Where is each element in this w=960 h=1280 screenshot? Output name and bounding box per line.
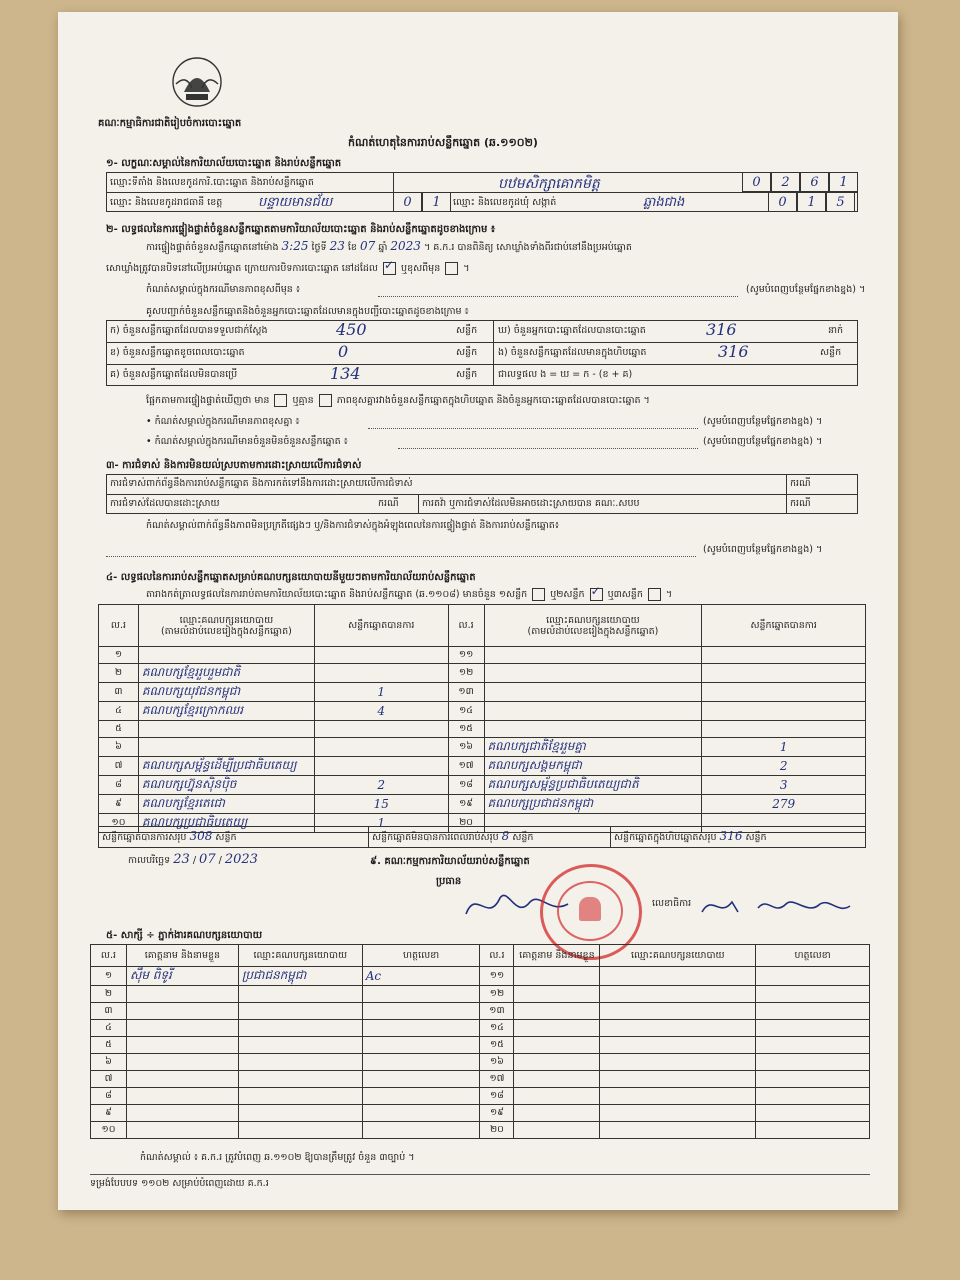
vote-count xyxy=(314,738,448,757)
verification-time-text: ការផ្ទៀងផ្ទាត់ចំនួនសន្លឹកឆ្នោតនៅម៉ោង 3:25 ថ្ងៃទី 23 ខែ 07 ឆ្នាំ 2023 ។ គ.ក.រ បានពិនិត្យ សោឃ្លាំងទាំងពីរជាប់នៅនឹងប្រអប់ឆ្នោត xyxy=(146,239,632,253)
witness-signature xyxy=(756,1071,870,1088)
party-name xyxy=(484,647,702,664)
irregularities-note: កំណត់សម្គាល់ពាក់ព័ន្ធនឹងភាពមិនប្រក្រតីផ្សេងៗ ឬ/និងការជំទាស់ក្នុងអំឡុងពេលនៃការផ្ទៀងផ្ទាត់ និងការរាប់សន្លឹកឆ្នោត៖ xyxy=(146,520,559,531)
counts-intro: គូសបញ្ជាក់ចំនួនសន្លឹកឆ្នោតនិងចំនួនអ្នកបោះឆ្នោតដែលមានក្នុងបញ្ជីបោះឆ្នោតដូចខាងក្រោម ៖ xyxy=(146,306,469,317)
witness-signature xyxy=(756,986,870,1003)
party-col-header: ឈ្មោះគណបក្សនយោបាយ (តាមលំដាប់លេខរៀងក្នុងសន្លឹកឆ្នោត) xyxy=(138,605,314,647)
witness-name xyxy=(126,1003,238,1020)
note-diff-3: • កំណត់សម្គាល់ក្នុងករណីមានចំនួនមិនចំនួនសន្លឹកឆ្នោត ៖ xyxy=(146,436,348,447)
party-name xyxy=(484,683,702,702)
party-name xyxy=(484,702,702,721)
invalid-total-value: 8 xyxy=(501,829,510,843)
row-number: ៥ xyxy=(99,721,139,738)
note-diff-2: • កំណត់សម្គាល់ក្នុងករណីមានភាពខុសគ្នា ៖ xyxy=(146,416,300,427)
row-number: ១៣ xyxy=(448,683,484,702)
row-number: ១៧ xyxy=(448,757,484,776)
time-value: 3:25 xyxy=(281,239,309,253)
row-number: ២ xyxy=(91,986,127,1003)
witness-party xyxy=(238,1071,362,1088)
commune-value: ឆ្លាងជាង xyxy=(643,195,685,210)
voters-value: 316 xyxy=(706,320,737,339)
table-row xyxy=(99,683,866,702)
party-name: គណបក្សសង្គមកម្ពុជា xyxy=(484,757,702,776)
province-label: ឈ្មោះ និងលេខកូដរាជធានី ខេត្ត xyxy=(110,197,223,208)
witness-name xyxy=(126,1054,238,1071)
code-digit: 5 xyxy=(826,192,855,212)
province-value: បន្ទាយមានជ័យ xyxy=(258,195,333,210)
unused-value: 134 xyxy=(330,364,361,383)
row-number: ១១ xyxy=(448,647,484,664)
discrepancy-yes-checkbox[interactable] xyxy=(274,394,287,407)
witness-name xyxy=(514,986,600,1003)
party-name xyxy=(138,738,314,757)
witness-signature xyxy=(362,1037,480,1054)
seal-status-text: សោឃ្លាំងត្រូវបានបិទនៅលើប្រអប់ឆ្នោត ក្រោយការបិទការបោះឆ្នោត នៅដដែល ✓ ឬខុសពីមុន ។ xyxy=(106,262,470,275)
witness-name xyxy=(126,986,238,1003)
table-row xyxy=(91,1037,870,1054)
row-number: ៧ xyxy=(99,757,139,776)
code-digit: 1 xyxy=(422,192,451,212)
party-name xyxy=(138,721,314,738)
party-name xyxy=(138,647,314,664)
witness-signature xyxy=(756,1105,870,1122)
row-number: ៣ xyxy=(99,683,139,702)
row-number: ៤ xyxy=(91,1020,127,1037)
box-total-value: 316 xyxy=(719,829,743,843)
table-row xyxy=(91,1088,870,1105)
witness-signature xyxy=(756,967,870,986)
party-name: គណបក្សខ្មែររួបរួមជាតិ xyxy=(138,664,314,683)
witness-signature: Ac xyxy=(362,967,480,986)
vote-count xyxy=(702,647,866,664)
invalid-total: សន្លឹកឆ្នោតមិនបានការពេលរាប់សរុប 8 សន្លឹក xyxy=(372,829,534,843)
witness-party xyxy=(600,1020,756,1037)
nec-logo xyxy=(166,54,228,112)
party-name: គណបក្សសម្ព័ន្ធប្រជាធិបតេយ្យជាតិ xyxy=(484,776,702,795)
table-row xyxy=(91,1020,870,1037)
row-number: ៦ xyxy=(99,738,139,757)
form-title: កំណត់ហេតុនៃការរាប់សន្លឹកឆ្នោត (ឆ.១១០២) xyxy=(348,136,538,149)
row-number: ១ xyxy=(99,647,139,664)
row-number: ៦ xyxy=(91,1054,127,1071)
row-number: ១០ xyxy=(91,1122,127,1139)
witness-signature xyxy=(362,1054,480,1071)
party-name: គណបក្សយុវជនកម្ពុជា xyxy=(138,683,314,702)
row-number: ៨ xyxy=(99,776,139,795)
row-number: ៧ xyxy=(91,1071,127,1088)
row-number: ៩ xyxy=(99,795,139,814)
seal-changed-checkbox[interactable] xyxy=(445,262,458,275)
table-row xyxy=(99,738,866,757)
table-row xyxy=(91,986,870,1003)
row-number: ១៩ xyxy=(448,795,484,814)
row-number: ២០ xyxy=(448,814,484,833)
code-digit: 6 xyxy=(800,172,829,192)
row-number: ១៣ xyxy=(480,1003,514,1020)
row-number: ១០ xyxy=(99,814,139,833)
witness-name xyxy=(514,1054,600,1071)
vote-count xyxy=(702,683,866,702)
sheet-count-line: តារាងកត់ត្រាលទ្ធផលនៃការរាប់តាមការិយាល័យបោះឆ្នោត និងរាប់សន្លឹកឆ្នោត (ឆ.១១០៨) មានចំនួន ១សន្លឹក ឬ២សន្លឹក ✓ ឬ៣សន្លឹក ។ xyxy=(146,588,672,601)
formula: ជាលទ្ធផល ង = ឃ = ក - (ខ + គ) xyxy=(498,369,633,380)
vote-count: 1 xyxy=(702,738,866,757)
witness-signature xyxy=(756,1003,870,1020)
date-line: កាលបរិច្ឆេទ 23 / 07 / 2023 xyxy=(128,852,258,867)
witness-party xyxy=(600,1105,756,1122)
committee-label: ៩. គណៈកម្មការការិយាល័យរាប់សន្លឹកឆ្នោត xyxy=(370,856,530,867)
vote-count xyxy=(314,757,448,776)
table-row xyxy=(99,664,866,683)
witness-signature xyxy=(756,1020,870,1037)
witness-name xyxy=(514,1105,600,1122)
row-number: ១៦ xyxy=(480,1054,514,1071)
voters-label: ឃ) ចំនួនអ្នកបោះឆ្នោតដែលបានបោះឆ្នោត xyxy=(498,325,646,336)
row-number: ១៥ xyxy=(480,1037,514,1054)
witness-party xyxy=(600,1071,756,1088)
table-row xyxy=(99,721,866,738)
fill-hint-1: (សូមបំពេញបន្ថែមផ្នែកខាងខ្នង) ។ xyxy=(746,284,866,295)
vote-count xyxy=(702,702,866,721)
row-number: ៤ xyxy=(99,702,139,721)
secretary-label: លេខាធិការ xyxy=(652,898,692,909)
row-number: ៥ xyxy=(91,1037,127,1054)
discrepancy-check: ផ្អែកតាមការផ្ទៀងផ្ទាត់ឃើញថា មាន ឬគ្មាន ភាពខុសគ្នារវាងចំនួនសន្លឹកឆ្នោតក្នុងហិបឆ្នោត និងចំនួនអ្នកបោះឆ្នោតដែលបានបោះឆ្នោត ។ xyxy=(146,395,650,406)
row-number: ១២ xyxy=(448,664,484,683)
party-name: គណបក្សសម្ព័ន្ធដើម្បីប្រជាធិបតេយ្យ xyxy=(138,757,314,776)
party-name xyxy=(484,664,702,683)
witness-party xyxy=(600,1054,756,1071)
spoiled-label: ខ) ចំនួនសន្លឹកឆ្នោតខូចពេលបោះឆ្នោត xyxy=(110,347,245,358)
seal-ok-checkbox[interactable] xyxy=(383,262,396,275)
row-number: ១៨ xyxy=(480,1088,514,1105)
witness-signature xyxy=(362,1105,480,1122)
table-row xyxy=(91,1003,870,1020)
table-row xyxy=(91,1071,870,1088)
witness-name xyxy=(514,1088,600,1105)
vote-count xyxy=(314,664,448,683)
witness-signature xyxy=(756,1088,870,1105)
row-number: ១១ xyxy=(480,967,514,986)
discrepancy-no-checkbox[interactable] xyxy=(319,394,332,407)
in-box-value: 316 xyxy=(718,342,749,361)
witness-name xyxy=(126,1037,238,1054)
witness-name xyxy=(126,1020,238,1037)
witness-signature xyxy=(362,1122,480,1139)
row-number: ១៥ xyxy=(448,721,484,738)
valid-total-value: 308 xyxy=(189,829,213,843)
witness-party xyxy=(600,1122,756,1139)
witness-name xyxy=(126,1071,238,1088)
party-name: គណបក្សហ្វ៊ុនស៊ិនប៉ិច xyxy=(138,776,314,795)
day-value: 23 xyxy=(329,239,345,253)
code-digit: 0 xyxy=(393,192,422,212)
row-number: ១ xyxy=(91,967,127,986)
party-name: គណបក្សខ្មែរក្រោកឈរ xyxy=(138,702,314,721)
three-sheet-checkbox[interactable] xyxy=(648,588,661,601)
row-number: ១៩ xyxy=(480,1105,514,1122)
received-value: 450 xyxy=(336,320,367,339)
vote-count: 279 xyxy=(702,795,866,814)
vote-count: 1 xyxy=(314,683,448,702)
section1-title: ១- លក្ខណៈសម្គាល់នៃការិយាល័យបោះឆ្នោត និងរាប់សន្លឹកឆ្នោត xyxy=(106,158,342,169)
witness-party xyxy=(238,1122,362,1139)
party-name: គណបក្សប្រជាជនកម្ពុជា xyxy=(484,795,702,814)
witness-party: ប្រជាជនកម្ពុជា xyxy=(238,967,362,986)
code-digit: 1 xyxy=(829,172,858,192)
vote-count xyxy=(702,721,866,738)
vote-count: 2 xyxy=(314,776,448,795)
witness-name xyxy=(514,1071,600,1088)
table-row xyxy=(99,757,866,776)
witness-signature xyxy=(362,1071,480,1088)
box-total: សន្លឹកឆ្នោតក្នុងហិបឆ្នោតសរុប 316 សន្លឹក xyxy=(614,829,767,843)
witness-party xyxy=(600,967,756,986)
row-number: ១២ xyxy=(480,986,514,1003)
form-sheet: គណៈកម្មាធិការជាតិរៀបចំការបោះឆ្នោត កំណត់ហេតុនៃការរាប់សន្លឹកឆ្នោត (ឆ.១១០២) ១- លក្ខណៈសម្គាល់នៃការិយាល័យបោះឆ្នោត និងរាប់សន្លឹកឆ្នោត ឈ្មោះទីតាំង និងលេខកូដការិ.បោះឆ្នោត និងរាប់សន្លឹកឆ្នោត បឋមសិក្សាគោកមិត្ត ឈ្មោះ និងលេខកូដរាជធានី ខេត្ត បន្ទាយមានជ័យ ឈ្មោះ និងលេខកូដឃុំ សង្កាត់ ឆ្លាងជាង 0 2 6 1 0 1 0 1 5 ២- លទ្ធផលនៃការផ្ទៀងផ្ទាត់ចំនួនសន្លឹកឆ្នោតតាមការិយាល័យបោះឆ្នោត និងរាប់សន្លឹកឆ្នោតដូចខាងក្រោម ៖ ការផ្ទៀងផ្ទាត់ចំនួនសន្លឹកឆ្នោតនៅម៉ោង 3:25 ថ្ងៃទី 23 ខែ 07 ឆ្នាំ 2023 ។ គ.ក.រ បានពិនិត្យ សោឃ្លាំងទាំងពីរជាប់នៅនឹងប្រអប់ឆ្នោត សោឃ្លាំងត្រូវបានបិទនៅលើប្រអប់ឆ្នោត ក្រោយការបិទការបោះឆ្នោត នៅដដែល ✓ ឬខុសពីមុន ។ កំណត់សម្គាល់ក្នុងករណីមានភាពខុសពីមុន ៖ (សូមបំពេញបន្ថែមផ្នែកខាងខ្នង) ។ គូសបញ្ជាក់ចំនួនសន្លឹកឆ្នោតនិងចំនួនអ្នកបោះឆ្នោតដែលមានក្នុងបញ្ជីបោះឆ្នោតដូចខាងក្រោម ៖ ក) ចំនួនសន្លឹកឆ្នោតដែលបានទទួលជាក់ស្តែង 450 សន្លឹក ខ) ចំនួនសន្លឹកឆ្នោតខូចពេលបោះឆ្នោត 0 សន្លឹក គ) ចំនួនសន្លឹកឆ្នោតដែលមិនបានប្រើ 134 សន្លឹក ឃ) ចំនួនអ្នកបោះឆ្នោតដែលបានបោះឆ្នោត 316 នាក់ ង) ចំនួនសន្លឹកឆ្នោតដែលមានក្នុងហិបឆ្នោត 316 សន្លឹក ជាលទ្ធផល ង = ឃ = ក - (ខ + គ) ផ្អែកតាមការផ្ទៀងផ្ទាត់ឃើញថា មាន ឬគ្មាន ភាពខុសគ្នារវាងចំនួនសន្លឹកឆ្នោតក្នុងហិបឆ្នោត និងចំនួនអ្នកបោះឆ្នោតដែលបានបោះឆ្នោត ។ • កំណត់សម្គាល់ក្នុងករណីមានភាពខុសគ្នា ៖ (សូមបំពេញបន្ថែមផ្នែកខាងខ្នង) ។ • កំណត់សម្គាល់ក្នុងករណីមានចំនួនមិនចំនួនសន្លឹកឆ្នោត ៖ (សូមបំពេញបន្ថែមផ្នែកខាងខ្នង) ។ ៣- ការជំទាស់ និងការមិនយល់ស្របតាមការដោះស្រាយលើការជំទាស់ ការជំទាស់ពាក់ព័ន្ធនឹងការរាប់សន្លឹកឆ្នោត និងការកត់ទៅនឹងការដោះស្រាយលើការជំទាស់ ករណី ការជំទាស់ដែលបានដោះស្រាយ ករណី ការតវ៉ា ឬការជំទាស់ដែលមិនអាចដោះស្រាយបាន គណៈ.សបប ករណី កំណត់សម្គាល់ពាក់ព័ន្ធនឹងភាពមិនប្រក្រតីផ្សេងៗ ឬ/និងការជំទាស់ក្នុងអំឡុងពេលនៃការផ្ទៀងផ្ទាត់ និងការរាប់សន្លឹកឆ្នោត៖ (សូមបំពេញបន្ថែមផ្នែកខាងខ្នង) ។ ៤- លទ្ធផលនៃការរាប់សន្លឹកឆ្នោតសម្រាប់គណបក្សនយោបាយនីមួយៗតាមការិយាល័យរាប់សន្លឹកឆ្នោត តារាងកត់ត្រាលទ្ធផលនៃការរាប់តាមការិយាល័យបោះឆ្នោត និងរាប់សន្លឹកឆ្នោត (ឆ.១១០៨) មានចំនួន ១សន្លឹក ឬ២សន្លឹក ✓ ឬ៣សន្លឹក ។ ល.រ ឈ្មោះគណបក្សនយោបាយ (តាមលំដាប់លេខរៀងក្នុងសន្លឹកឆ្នោត) សន្លឹកឆ្នោតបានការ ល.រ ឈ្មោះគណបក្សនយោបាយ (តាមលំដាប់លេខរៀងក្នុងសន្លឹកឆ្នោត) សន្លឹកឆ្នោតបានការ ១ ១១ ២ គណបក្សខ្មែររួបរួមជាតិ ១២ ៣ គណបក្សយុវជនកម្ពុជា 1 ១៣ ៤ គណបក្សខ្មែរក្រោកឈរ 4 ១៤ ៥ ១៥ ៦ ១៦ គណបក្សជាតិខ្មែររួមគ្នា 1 ៧ គណបក្សសម្ព័ន្ធដើម្បីប្រជាធិបតេយ្យ ១៧ គណបក្សសង្គមកម្ពុជា 2 ៨ គណបក្សហ្វ៊ុនស៊ិនប៉ិច 2 ១៨ គណបក្សសម្ព័ន្ធប្រជាធិបតេយ្យជាតិ 3 ៩ គណបក្សខ្មែរតេជោ 15 ១៩ គណបក្សប្រជាជនកម្ពុជា 279 ១០ គណបក្សប្រជាធិបតេយ្យ 1 ២០ សន្លឹកឆ្នោតបានការសរុប 308 សន្លឹក សន្លឹកឆ្នោតមិនបានការពេលរាប់សរុប 8 សន្លឹក សន្លឹកឆ្នោតក្នុងហិបឆ្នោតសរុប 316 សន្លឹក កាលបរិច្ឆេទ 23 / 07 / 2023 ៩. គណៈកម្មការការិយាល័យរាប់សន្លឹកឆ្នោត ប្រធាន លេខាធិការ ៥- សាក្សី ÷ ភ្នាក់ងារគណបក្សនយោបាយ ល.រ គោត្តនាម និងនាមខ្លួន ឈ្មោះគណបក្សនយោបាយ ហត្ថលេខា ល.រ គោត្តនាម និងនាមខ្លួន ឈ្មោះគណបក្សនយោបាយ ហត្ថលេខា ១ ស៊ឹម ពិទូរី ប្រជាជនកម្ពុជា Ac ១១ ២ ១២ ៣ ១៣ ៤ ១៤ ៥ ១៥ ៦ ១៦ ៧ ១៧ ៨ ១៨ ៩ ១៩ ១០ ២០ កំណត់សម្គាល់ ៖ គ.ក.រ ត្រូវបំពេញ ឆ.១១០២ ឱ្យបានត្រឹមត្រូវ ចំនួន ៣ច្បាប់ ។ ទម្រង់បែបបទ ១១០២ សម្រាប់បំពេញដោយ គ.ក.រ xyxy=(58,12,898,1210)
party-name xyxy=(484,721,702,738)
code-digit: 0 xyxy=(768,192,797,212)
witness-party xyxy=(600,986,756,1003)
party-name: គណបក្សជាតិខ្មែររួមគ្នា xyxy=(484,738,702,757)
witness-party xyxy=(238,1003,362,1020)
row-number: ៩ xyxy=(91,1105,127,1122)
vote-count: 15 xyxy=(314,795,448,814)
row-number: ១៤ xyxy=(448,702,484,721)
table-row xyxy=(99,795,866,814)
vote-count: 2 xyxy=(702,757,866,776)
year-value: 2023 xyxy=(390,239,421,253)
polling-station-value: បឋមសិក្សាគោកមិត្ត xyxy=(498,176,600,192)
spoiled-value: 0 xyxy=(338,342,349,361)
party-votes-table: ល.រ ឈ្មោះគណបក្សនយោបាយ (តាមលំដាប់លេខរៀងក្នុងសន្លឹកឆ្នោត) សន្លឹកឆ្នោតបានការ ល.រ ឈ្មោះគណបក្សនយោបាយ (តាមលំដាប់លេខរៀងក្នុងសន្លឹកឆ្នោត) សន្លឹកឆ្នោតបានការ ១ ១១ ២ គណបក្សខ្មែររួបរួមជាតិ ១២ ៣ គណបក្សយុវជនកម្ពុជា 1 ១៣ ៤ គណបក្សខ្មែរក្រោកឈរ 4 ១៤ ៥ ១៥ ៦ ១៦ គណបក្សជាតិខ្មែររួមគ្នា 1 ៧ គណបក្សសម្ព័ន្ធដើម្បីប្រជាធិបតេយ្យ ១៧ គណបក្សសង្គមកម្ពុជា 2 ៨ គណបក្សហ្វ៊ុនស៊ិនប៉ិច 2 ១៨ គណបក្សសម្ព័ន្ធប្រជាធិបតេយ្យជាតិ 3 ៩ គណបក្សខ្មែរតេជោ 15 ១៩ គណបក្សប្រជាជនកម្ពុជា 279 ១០ គណបក្សប្រជាធិបតេយ្យ 1 ២០ xyxy=(98,604,866,833)
witness-name xyxy=(514,1003,600,1020)
polling-station-label: ឈ្មោះទីតាំង និងលេខកូដការិ.បោះឆ្នោត និងរាប់សន្លឹកឆ្នោត xyxy=(110,177,314,188)
table-row xyxy=(91,1122,870,1139)
vote-count: 4 xyxy=(314,702,448,721)
month-value: 07 xyxy=(360,239,376,253)
table-row xyxy=(91,1054,870,1071)
witness-party xyxy=(600,1088,756,1105)
secretary-signature xyxy=(698,888,858,922)
row-number: ១៤ xyxy=(480,1020,514,1037)
vote-count xyxy=(702,664,866,683)
code-digit: 1 xyxy=(797,192,826,212)
witness-signature xyxy=(756,1037,870,1054)
witness-name: ស៊ឹម ពិទូរី xyxy=(126,967,238,986)
witness-party xyxy=(238,986,362,1003)
code-digit: 0 xyxy=(742,172,771,192)
witness-name xyxy=(514,967,600,986)
witness-name xyxy=(514,1020,600,1037)
vote-count: 1 xyxy=(314,814,448,833)
party-name: គណបក្សប្រជាធិបតេយ្យ xyxy=(138,814,314,833)
witness-party xyxy=(238,1020,362,1037)
witness-name xyxy=(126,1122,238,1139)
witness-name xyxy=(514,1122,600,1139)
form-footer: ទម្រង់បែបបទ ១១០២ សម្រាប់បំពេញដោយ គ.ក.រ xyxy=(90,1178,269,1189)
section2-title: ២- លទ្ធផលនៃការផ្ទៀងផ្ទាត់ចំនួនសន្លឹកឆ្នោតតាមការិយាល័យបោះឆ្នោត និងរាប់សន្លឹកឆ្នោតដូចខាងក្រោម ៖ xyxy=(106,224,496,235)
witness-party xyxy=(600,1003,756,1020)
unused-label: គ) ចំនួនសន្លឹកឆ្នោតដែលមិនបានប្រើ xyxy=(110,369,238,380)
valid-total: សន្លឹកឆ្នោតបានការសរុប 308 សន្លឹក xyxy=(102,829,237,843)
commune-label: ឈ្មោះ និងលេខកូដឃុំ សង្កាត់ xyxy=(453,197,557,208)
witness-name xyxy=(514,1037,600,1054)
table-row xyxy=(91,1105,870,1122)
witness-table: ល.រ គោត្តនាម និងនាមខ្លួន ឈ្មោះគណបក្សនយោបាយ ហត្ថលេខា ល.រ គោត្តនាម និងនាមខ្លួន ឈ្មោះគណបក្សនយោបាយ ហត្ថលេខា ១ ស៊ឹម ពិទូរី ប្រជាជនកម្ពុជា Ac ១១ ២ ១២ ៣ ១៣ ៤ ១៤ ៥ ១៥ ៦ ១៦ ៧ ១៧ ៨ ១៨ ៩ ១៩ ១០ ២០ xyxy=(90,944,870,1139)
in-box-label: ង) ចំនួនសន្លឹកឆ្នោតដែលមានក្នុងហិបឆ្នោត xyxy=(498,347,647,358)
row-number: ១៧ xyxy=(480,1071,514,1088)
vote-count xyxy=(314,647,448,664)
witness-signature xyxy=(362,986,480,1003)
section3-title: ៣- ការជំទាស់ និងការមិនយល់ស្របតាមការដោះស្រាយលើការជំទាស់ xyxy=(106,460,362,471)
table-row xyxy=(99,702,866,721)
table-row xyxy=(99,776,866,795)
row-number: ២ xyxy=(99,664,139,683)
authority-name: គណៈកម្មាធិការជាតិរៀបចំការបោះឆ្នោត xyxy=(98,118,242,129)
witness-signature xyxy=(362,1020,480,1037)
witness-party xyxy=(238,1037,362,1054)
two-sheet-checkbox[interactable] xyxy=(590,588,603,601)
witness-signature xyxy=(362,1088,480,1105)
chair-label: ប្រធាន xyxy=(436,876,462,887)
witness-signature xyxy=(756,1054,870,1071)
witness-name xyxy=(126,1105,238,1122)
vote-count: 3 xyxy=(702,776,866,795)
section5-title: ៥- សាក្សី ÷ ភ្នាក់ងារគណបក្សនយោបាយ xyxy=(106,930,263,941)
table-row xyxy=(91,967,870,986)
row-number: ៨ xyxy=(91,1088,127,1105)
witness-signature xyxy=(362,1003,480,1020)
code-digit: 2 xyxy=(771,172,800,192)
row-number: ២០ xyxy=(480,1122,514,1139)
row-number: ១៨ xyxy=(448,776,484,795)
note-diff-label: កំណត់សម្គាល់ក្នុងករណីមានភាពខុសពីមុន ៖ xyxy=(146,284,301,295)
witness-signature xyxy=(756,1122,870,1139)
footnote: កំណត់សម្គាល់ ៖ គ.ក.រ ត្រូវបំពេញ ឆ.១១០២ ឱ្យបានត្រឹមត្រូវ ចំនួន ៣ច្បាប់ ។ xyxy=(140,1152,415,1163)
vote-count xyxy=(314,721,448,738)
row-number: ១៦ xyxy=(448,738,484,757)
received-label: ក) ចំនួនសន្លឹកឆ្នោតដែលបានទទួលជាក់ស្តែង xyxy=(110,325,268,336)
witness-party xyxy=(600,1037,756,1054)
row-number: ៣ xyxy=(91,1003,127,1020)
witness-name xyxy=(126,1088,238,1105)
section4-title: ៤- លទ្ធផលនៃការរាប់សន្លឹកឆ្នោតសម្រាប់គណបក្សនយោបាយនីមួយៗតាមការិយាល័យរាប់សន្លឹកឆ្នោត xyxy=(106,572,476,583)
table-row xyxy=(99,647,866,664)
witness-party xyxy=(238,1105,362,1122)
witness-party xyxy=(238,1088,362,1105)
witness-party xyxy=(238,1054,362,1071)
one-sheet-checkbox[interactable] xyxy=(532,588,545,601)
party-name: គណបក្សខ្មែរតេជោ xyxy=(138,795,314,814)
